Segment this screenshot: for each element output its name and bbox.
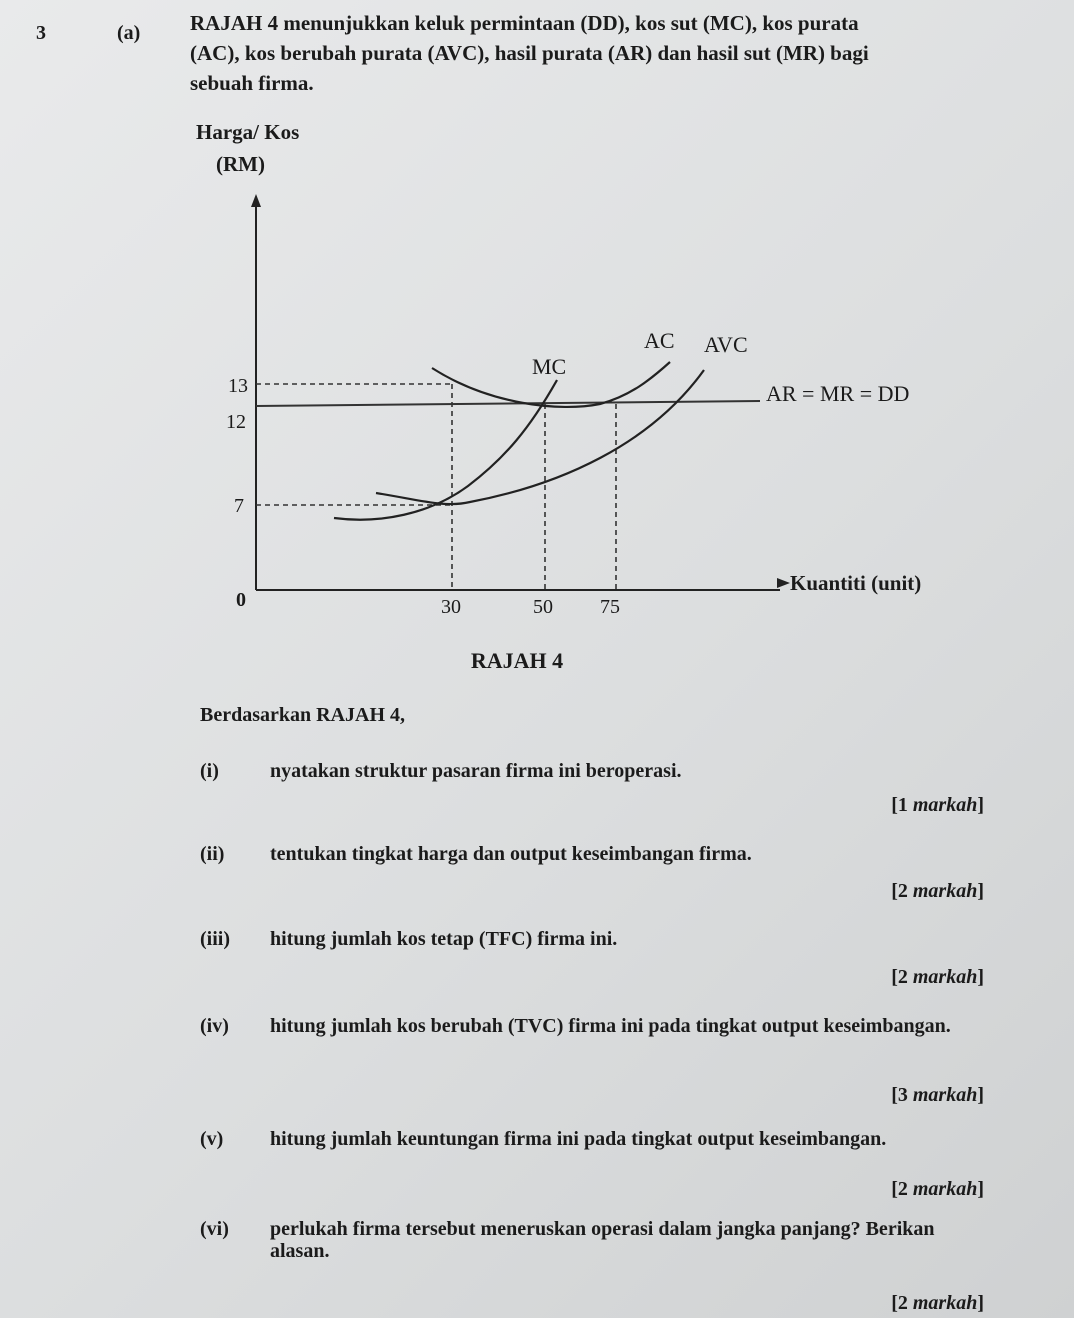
y-tick-12: 12 [226,411,246,433]
x-axis-arrow [777,578,790,588]
mark-open: [2 [891,1292,913,1314]
mark-close: ] [977,1178,984,1200]
y-axis-label: Harga/ Kos [196,120,300,144]
marks-v [891,1178,984,1201]
y-axis-arrow [251,194,261,207]
mark-close: ] [977,966,984,988]
avc-label: AVC [704,332,748,357]
mc-curve [334,380,557,520]
mark-word: markah [912,966,978,988]
x-tick-30: 30 [441,596,461,618]
y-tick-7: 7 [234,495,244,517]
intro-line-1: RAJAH 4 menunjukkan keluk permintaan (DD), kos sut (MC), kos purata [190,11,859,35]
intro-line-2: (AC), kos berubah purata (AVC), hasil purata (AR) dan hasil sut (MR) bagi [190,41,869,65]
origin-label: 0 [236,589,246,611]
marks-iv [891,1084,984,1107]
item-text: hitung jumlah keuntungan firma ini pada tingkat output keseimbangan. [270,1128,887,1150]
mark-open: [2 [891,880,913,902]
mark-word: markah [912,880,978,902]
lead-in: Berdasarkan RAJAH 4, [200,704,406,726]
avc-curve [376,370,704,504]
item-text: nyatakan struktur pasaran firma ini beroperasi. [270,760,682,782]
item-number: (ii) [200,843,225,865]
mark-open: [2 [891,1178,913,1200]
item-number: (iv) [200,1015,229,1037]
intro-line-3: sebuah firma. [190,71,314,95]
mark-open: [3 [891,1084,913,1106]
x-axis-label: Kuantiti (unit) [790,571,922,595]
item-number: (iii) [200,928,230,950]
y-axis-unit: (RM) [216,152,265,176]
item-number: (vi) [200,1218,229,1240]
item-number: (i) [200,760,219,782]
item-number: (v) [200,1128,224,1150]
mark-word: markah [912,1292,978,1314]
question-number: 3 [36,22,46,44]
mark-close: ] [977,794,984,816]
item-text: hitung jumlah kos berubah (TVC) firma ini pada tingkat output keseimbangan. [270,1015,951,1037]
mark-close: ] [977,1084,984,1106]
mark-close: ] [977,1292,984,1314]
marks-iii [891,966,984,989]
mark-word: markah [912,1084,978,1106]
ac-label: AC [644,328,675,353]
mark-word: markah [912,794,978,816]
question-part: (a) [117,22,141,44]
y-tick-13: 13 [228,375,248,397]
item-text: tentukan tingkat harga dan output keseimbangan firma. [270,843,752,865]
mark-open: [1 [891,794,913,816]
marks-ii [891,880,984,903]
mark-open: [2 [891,966,913,988]
figure-caption [0,648,1074,674]
marks-i [891,794,984,817]
marks-vi [891,1292,984,1315]
mark-word: markah [912,1178,978,1200]
demand-line [256,401,760,406]
mark-close: ] [977,880,984,902]
mc-label: MC [532,354,567,379]
x-tick-50: 50 [533,596,553,618]
x-tick-75: 75 [600,596,620,618]
item-text: perlukah firma tersebut meneruskan operasi dalam jangka panjang? Berikan alasan. [270,1218,935,1262]
figure-caption-text: RAJAH 4 [470,648,564,673]
item-text: hitung jumlah kos tetap (TFC) firma ini. [270,928,618,950]
demand-label: AR = MR = DD [766,381,910,406]
